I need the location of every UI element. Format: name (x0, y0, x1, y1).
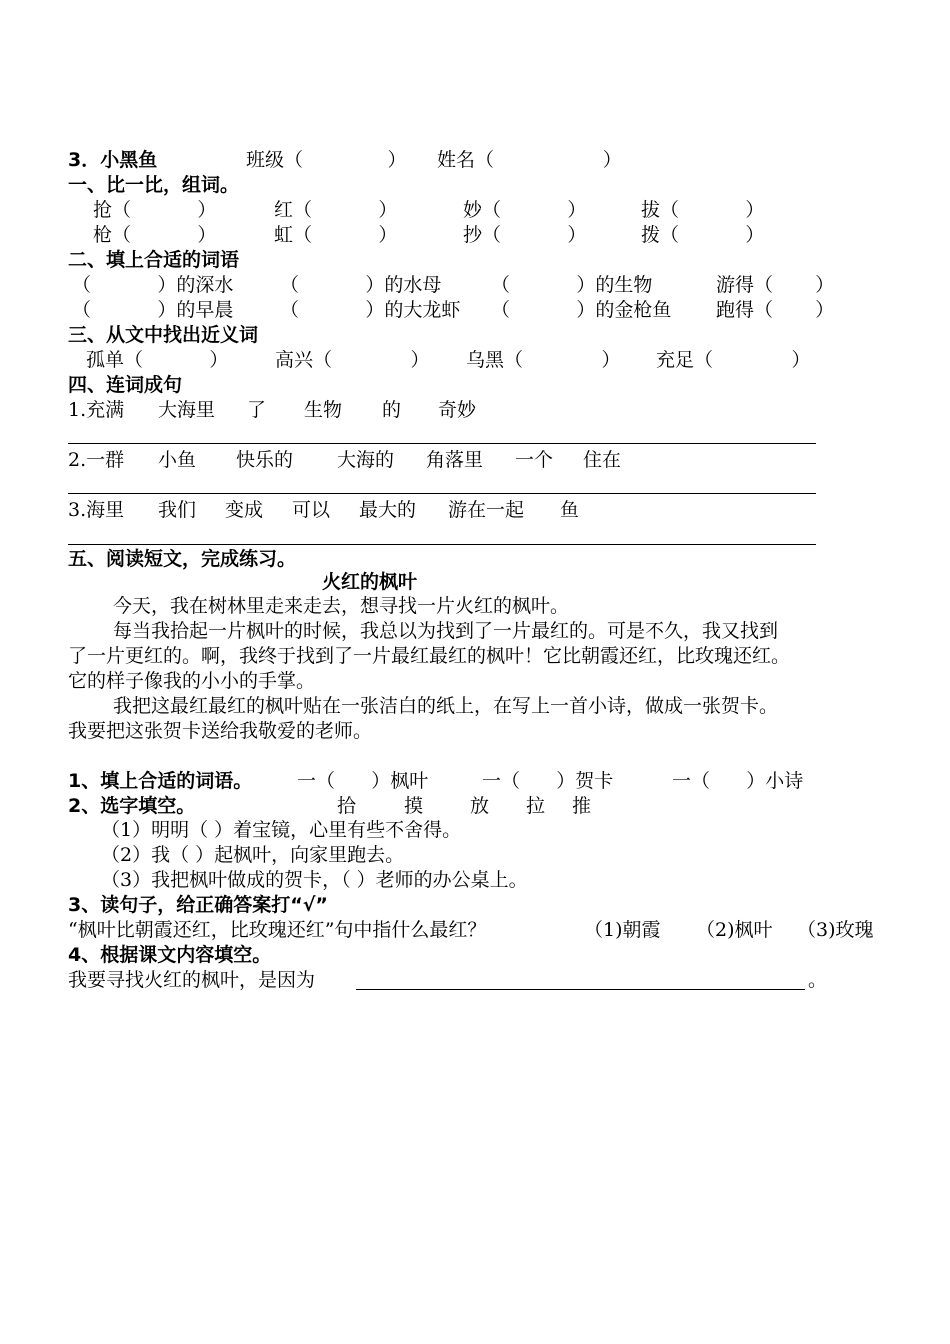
passage-line: 我把这最红最红的枫叶贴在一张洁白的纸上，在写上一首小诗，做成一张贺卡。 (113, 695, 779, 717)
section4-heading: 四、连词成句 (68, 374, 183, 396)
answer-line (68, 443, 816, 444)
class-field: 班级（ ） (246, 149, 407, 171)
word-pair-cell: 抢（ ） (93, 199, 217, 221)
word-token: 了 (247, 399, 267, 421)
passage-line: 了一片更红的。啊，我终于找到了一片最红最红的枫叶！它比朝霞还红，比玫瑰还红。 (68, 645, 791, 667)
section5-heading: 五、阅读短文，完成练习。 (68, 548, 297, 570)
answer-line (68, 544, 816, 545)
choice-char: 放 (470, 795, 490, 817)
fill-phrase: 游得（ ） (716, 274, 835, 296)
option-item: （3)玫瑰 (797, 919, 874, 941)
word-pair-cell: 拔（ ） (641, 199, 765, 221)
word-token: 一个 (515, 449, 554, 471)
fill-phrase: （ ）的大龙虾 (280, 299, 461, 321)
word-token: 住在 (583, 449, 622, 471)
passage-line: 它的样子像我的小小的手掌。 (68, 670, 316, 692)
word-pair-cell: 拨（ ） (641, 224, 765, 246)
option-item: （2)枫叶 (696, 919, 773, 941)
fill-phrase: 跑得（ ） (716, 299, 835, 321)
passage-title: 火红的枫叶 (322, 571, 418, 593)
section1-heading: 一、比一比，组词。 (68, 174, 240, 196)
sentence-end: 。 (808, 969, 828, 991)
choice-char: 推 (572, 795, 592, 817)
answer-line (356, 989, 805, 990)
word-token: 鱼 (560, 499, 580, 521)
word-token: 小鱼 (158, 449, 197, 471)
question-3-text: “枫叶比朝霞还红，比玫瑰还红”句中指什么最红？ (68, 919, 487, 941)
word-pair-cell: 枪（ ） (93, 224, 217, 246)
fill-item: （2）我（ ）起枫叶，向家里跑去。 (101, 844, 405, 866)
synonym-item: 充足（ ） (656, 349, 811, 371)
word-token: 角落里 (426, 449, 484, 471)
question-3-label: 3、读句子，给正确答案打“√” (68, 894, 328, 916)
word-token: 奇妙 (438, 399, 477, 421)
word-token: 1.充满 (68, 399, 125, 421)
synonym-item: 孤单（ ） (86, 349, 229, 371)
word-token: 最大的 (359, 499, 417, 521)
fill-item: （3）我把枫叶做成的贺卡，（ ）老师的办公桌上。 (101, 869, 528, 891)
word-pair-cell: 抄（ ） (463, 224, 587, 246)
question-4-label: 4、根据课文内容填空。 (68, 944, 272, 966)
passage-line: 每当我拾起一片枫叶的时候，我总以为找到了一片最红的。可是不久，我又找到 (113, 620, 779, 642)
passage-line: 我要把这张贺卡送给我敬爱的老师。 (68, 720, 373, 742)
choice-char: 拉 (526, 795, 546, 817)
word-pair-cell: 红（ ） (274, 199, 398, 221)
measure-word-item: 一（ ）小诗 (672, 770, 804, 792)
word-token: 大海的 (337, 449, 395, 471)
fill-phrase: （ ）的金枪鱼 (491, 299, 672, 321)
fill-phrase: （ ）的早晨 (72, 299, 234, 321)
word-pair-cell: 虹（ ） (274, 224, 398, 246)
choice-char: 拾 (337, 795, 357, 817)
fill-phrase: （ ）的深水 (72, 274, 234, 296)
fill-phrase: （ ）的水母 (280, 274, 442, 296)
section3-heading: 三、从文中找出近义词 (68, 324, 259, 346)
synonym-item: 乌黑（ ） (466, 349, 621, 371)
word-token: 3.海里 (68, 499, 125, 521)
question-4-prompt: 我要寻找火红的枫叶，是因为 (68, 969, 316, 991)
measure-word-item: 一（ ）贺卡 (482, 770, 614, 792)
word-token: 2.一群 (68, 449, 125, 471)
fill-item: （1）明明（ ）着宝镜，心里有些不舍得。 (101, 819, 462, 841)
word-token: 变成 (225, 499, 264, 521)
word-pair-cell: 妙（ ） (463, 199, 587, 221)
word-token: 游在一起 (448, 499, 525, 521)
name-field: 姓名（ ） (437, 149, 622, 171)
word-token: 生物 (304, 399, 343, 421)
option-item: （1)朝霞 (584, 919, 661, 941)
choice-char: 摸 (404, 795, 424, 817)
question-2-label: 2、选字填空。 (68, 795, 196, 817)
word-token: 可以 (292, 499, 331, 521)
fill-phrase: （ ）的生物 (491, 274, 653, 296)
synonym-item: 高兴（ ） (275, 349, 430, 371)
word-token: 大海里 (158, 399, 216, 421)
word-token: 我们 (158, 499, 197, 521)
answer-line (68, 493, 816, 494)
question-1-label: 1、填上合适的词语。 (68, 770, 253, 792)
worksheet-title: 3．小黑鱼 (68, 149, 158, 171)
measure-word-item: 一（ ）枫叶 (297, 770, 429, 792)
passage-line: 今天，我在树林里走来走去，想寻找一片火红的枫叶。 (113, 595, 570, 617)
word-token: 快乐的 (236, 449, 294, 471)
word-token: 的 (382, 399, 402, 421)
section2-heading: 二、填上合适的词语 (68, 249, 240, 271)
